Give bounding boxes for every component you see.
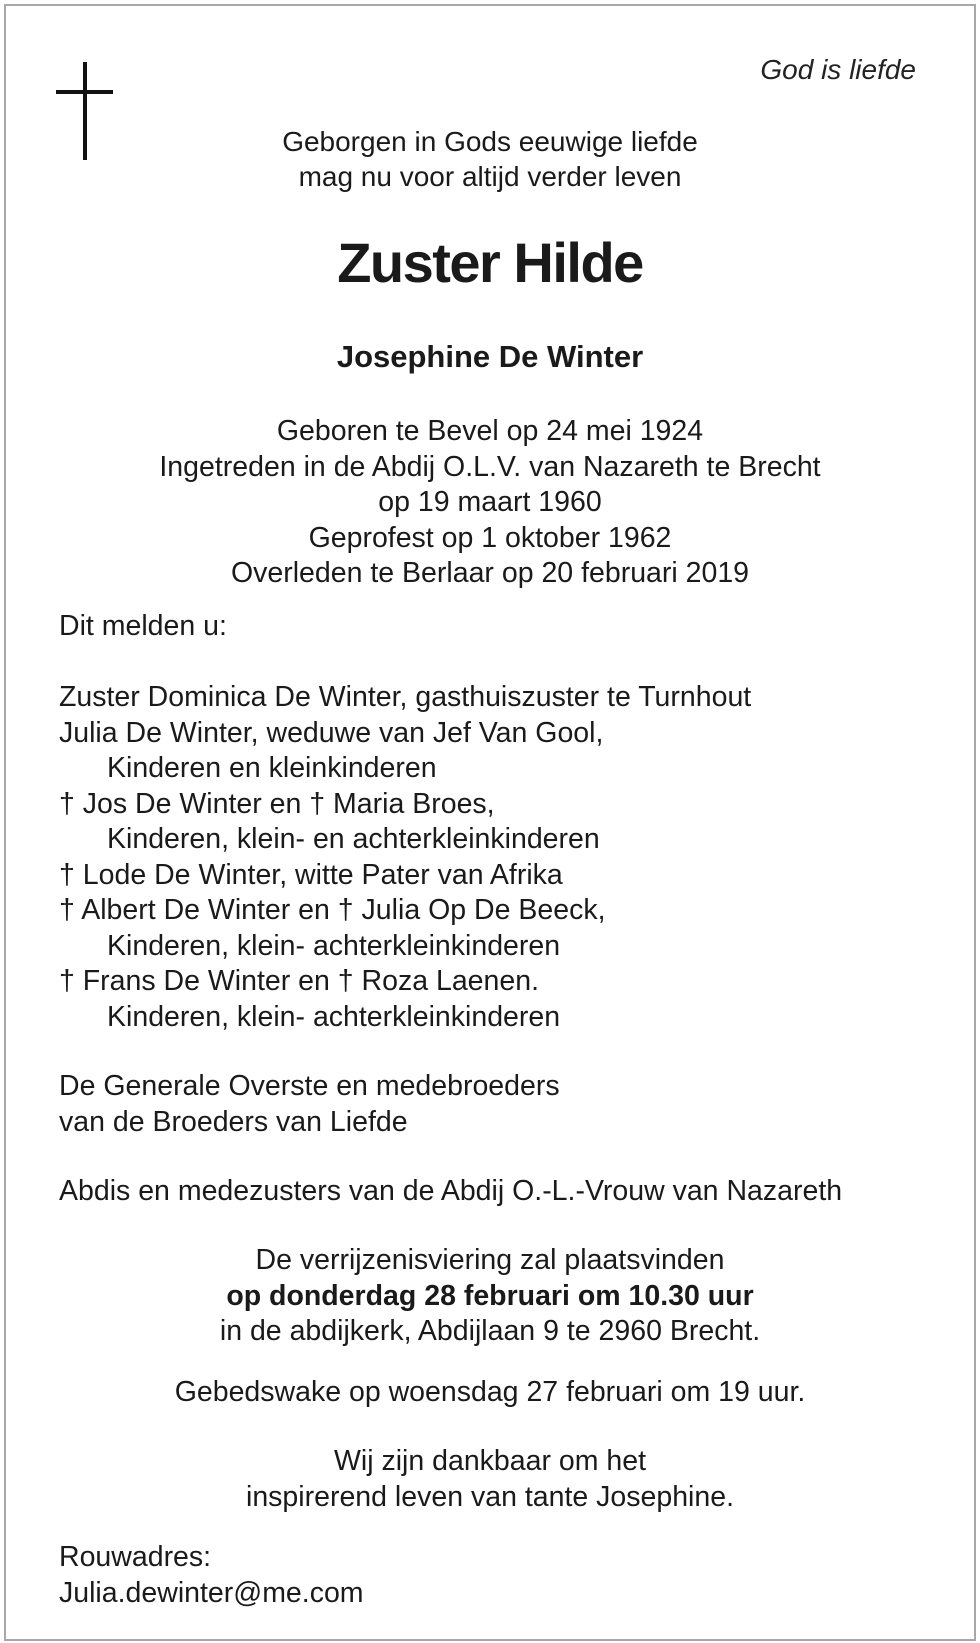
bio-line: Ingetreden in de Abdij O.L.V. van Nazareth te Brecht xyxy=(159,450,821,483)
bio-line: op 19 maart 1960 xyxy=(378,486,602,518)
intro-line: Geborgen in Gods eeuwige liefde xyxy=(282,126,698,157)
brothers-line: van de Broeders van Liefde xyxy=(59,1105,408,1138)
family-line: † Frans De Winter en † Roza Laenen. xyxy=(59,965,540,997)
service-date: op donderdag 28 februari om 10.30 uur xyxy=(226,1279,754,1312)
brothers-group xyxy=(59,1069,560,1140)
mourning-address xyxy=(59,1540,364,1611)
family-line: † Jos De Winter en † Maria Broes, xyxy=(59,787,495,820)
thanks-line: Wij zijn dankbaar om het xyxy=(333,1445,647,1477)
announce-heading: Dit melden u: xyxy=(59,610,227,642)
bio-line: Geprofest op 1 oktober 1962 xyxy=(308,521,672,554)
deceased-name: Zuster Hilde xyxy=(337,231,643,294)
address-label: Rouwadres: xyxy=(59,1541,212,1573)
family-subline: Kinderen en kleinkinderen xyxy=(107,752,437,784)
thanks-text xyxy=(0,1444,980,1515)
family-line: † Lode De Winter, witte Pater van Afrika xyxy=(59,858,563,891)
brothers-line: De Generale Overste en medebroeders xyxy=(59,1070,560,1102)
family-line: Julia De Winter, weduwe van Jef Van Gool, xyxy=(59,716,604,749)
vigil-info: Gebedswake op woensdag 27 februari om 19 uur. xyxy=(174,1376,806,1408)
family-line: † Albert De Winter en † Julia Op De Beeck, xyxy=(59,894,606,926)
family-line: Zuster Dominica De Winter, gasthuiszuster te Turnhout xyxy=(59,681,752,713)
address-email: Julia.dewinter@me.com xyxy=(59,1576,364,1609)
civil-name: Josephine De Winter xyxy=(336,339,644,374)
motto: God is liefde xyxy=(760,54,916,85)
thanks-line: inspirerend leven van tante Josephine. xyxy=(246,1480,734,1513)
family-subline: Kinderen, klein- achterkleinkinderen xyxy=(107,929,561,962)
service-line: De verrijzenisviering zal plaatsvinden xyxy=(255,1244,725,1276)
family-list xyxy=(59,680,751,1035)
abbess-line: Abdis en medezusters van de Abdij O.-L.-Vrouw van Nazareth xyxy=(59,1175,843,1207)
service-location: in de abdijkerk, Abdijlaan 9 te 2960 Brecht. xyxy=(219,1315,761,1347)
intro-line: mag nu voor altijd verder leven xyxy=(298,161,682,192)
bio-line: Overleden te Berlaar op 20 februari 2019 xyxy=(230,557,750,589)
service-info xyxy=(0,1243,980,1350)
family-subline: Kinderen, klein- achterkleinkinderen xyxy=(107,1000,561,1033)
intro-verse xyxy=(0,124,980,194)
family-subline: Kinderen, klein- en achterkleinkinderen xyxy=(107,823,600,855)
bio-line: Geboren te Bevel op 24 mei 1924 xyxy=(276,415,704,447)
biography xyxy=(0,414,980,592)
